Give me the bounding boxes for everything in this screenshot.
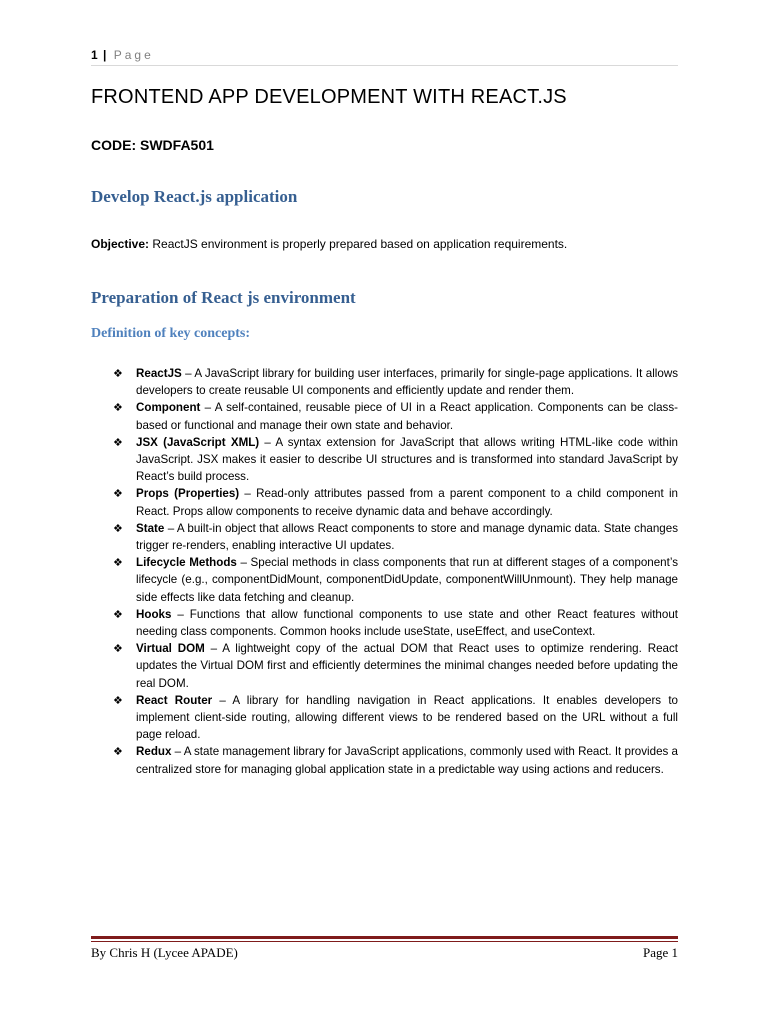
objective-text: ReactJS environment is properly prepared based on application requirements. bbox=[149, 237, 568, 251]
footer-rule-thick bbox=[91, 936, 678, 939]
concept-definition: – Special methods in class components that run at different stages of a component’s lifecycle (e.g., componentDidMount, componentDidUpdate, componentWillUnmount). They help manage side effects like data fetching and cleanup. bbox=[136, 556, 678, 604]
footer-author: By Chris H (Lycee APADE) bbox=[91, 945, 238, 960]
diamond-bullet-icon: ❖ bbox=[113, 745, 123, 759]
diamond-bullet-icon: ❖ bbox=[113, 435, 123, 449]
list-item bbox=[113, 606, 678, 640]
header-separator: | bbox=[103, 48, 107, 62]
concept-definition: – Read-only attributes passed from a parent component to a child component in React. Props allow components to receive dynamic data and behave accordingly. bbox=[136, 487, 678, 518]
concept-definition: – A lightweight copy of the actual DOM that React uses to optimize rendering. React updates the Virtual DOM first and efficiently determines the minimal changes needed before updating the real DOM. bbox=[136, 642, 678, 690]
list-item bbox=[113, 692, 678, 744]
concept-term: Lifecycle Methods bbox=[136, 556, 237, 570]
definitions-heading: Definition of key concepts: bbox=[91, 326, 251, 341]
concept-definition: – A library for handling navigation in React applications. It enables developers to implement client-side routing, allowing different views to be rendered based on the URL without a full page reload. bbox=[136, 693, 678, 742]
concept-term: Redux bbox=[136, 745, 172, 759]
header-page-number: 1 bbox=[91, 48, 99, 62]
concept-term: Hooks bbox=[136, 607, 172, 621]
subsection-heading: Preparation of React js environment bbox=[91, 288, 356, 307]
list-item bbox=[113, 485, 678, 519]
list-item bbox=[113, 743, 678, 777]
objective-label: Objective: bbox=[91, 237, 150, 251]
list-item bbox=[113, 640, 678, 692]
diamond-bullet-icon: ❖ bbox=[113, 401, 123, 415]
section-heading: Develop React.js application bbox=[91, 187, 298, 206]
list-item bbox=[113, 365, 678, 399]
concepts-list bbox=[113, 365, 678, 778]
concept-term: React Router bbox=[136, 693, 213, 707]
diamond-bullet-icon: ❖ bbox=[113, 607, 123, 621]
concept-definition: – A self-contained, reusable piece of UI in a React application. Components can be class-based or functional and manage their own state and behavior. bbox=[136, 401, 678, 432]
document-title: FRONTEND APP DEVELOPMENT WITH REACT.JS bbox=[91, 86, 567, 108]
list-item bbox=[113, 399, 678, 433]
footer-page-label: Page 1 bbox=[642, 945, 678, 960]
diamond-bullet-icon: ❖ bbox=[113, 642, 123, 656]
diamond-bullet-icon: ❖ bbox=[113, 487, 123, 501]
list-item bbox=[113, 520, 678, 554]
page-header bbox=[91, 48, 678, 66]
concept-term: Virtual DOM bbox=[136, 642, 205, 656]
list-item bbox=[113, 434, 678, 486]
concept-term: State bbox=[136, 521, 165, 535]
diamond-bullet-icon: ❖ bbox=[113, 693, 123, 707]
diamond-bullet-icon: ❖ bbox=[113, 367, 123, 380]
concept-term: ReactJS bbox=[136, 367, 182, 380]
concept-definition: – A syntax extension for JavaScript that allows writing HTML-like code within JavaScript. JSX makes it easier to describe UI structures and is transformed into standard JavaScript by React’s build process. bbox=[136, 435, 678, 484]
diamond-bullet-icon: ❖ bbox=[113, 556, 123, 570]
objective-paragraph bbox=[91, 237, 567, 251]
concept-definition: – A JavaScript library for building user interfaces, primarily for single-page applications. It allows developers to create reusable UI components and efficiently update and render them. bbox=[136, 367, 678, 398]
header-page-word: Page bbox=[113, 48, 154, 62]
concept-term: Props (Properties) bbox=[136, 487, 240, 501]
concept-definition: – Functions that allow functional components to use state and other React features without needing class components. Common hooks include useState, useEffect, and useContext. bbox=[136, 607, 678, 639]
footer-rule-thin bbox=[91, 941, 678, 942]
concept-term: JSX (JavaScript XML) bbox=[136, 435, 260, 449]
concept-definition: – A state management library for JavaScript applications, commonly used with React. It provides a centralized store for managing global application state in a predictable way using actions and reducers. bbox=[136, 745, 678, 776]
concept-definition: – A built-in object that allows React components to store and manage dynamic data. State changes trigger re-renders, enabling interactive UI updates. bbox=[136, 521, 678, 553]
diamond-bullet-icon: ❖ bbox=[113, 521, 123, 535]
list-item bbox=[113, 554, 678, 606]
course-code: CODE: SWDFA501 bbox=[91, 137, 214, 153]
concept-term: Component bbox=[136, 401, 201, 415]
